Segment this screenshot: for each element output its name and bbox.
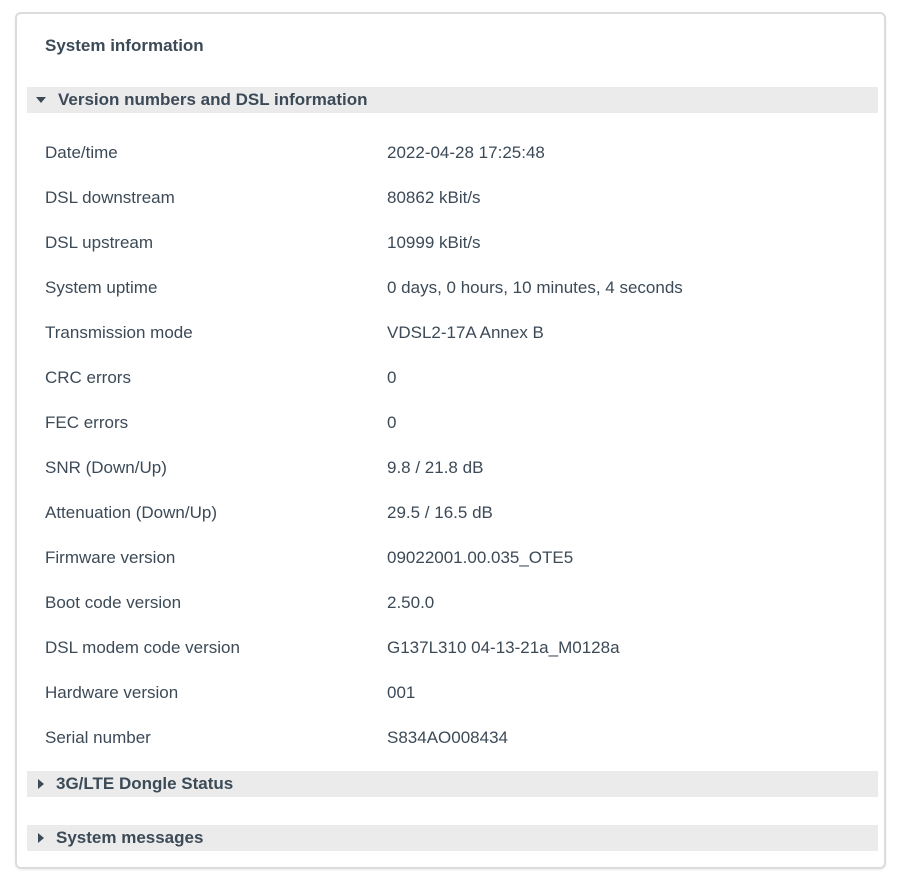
row-key: Attenuation (Down/Up) [45, 502, 217, 522]
section-dongle-status-header[interactable] [27, 771, 878, 797]
info-row-transmission-mode [45, 310, 865, 355]
row-value: S834AO008434 [387, 727, 508, 747]
info-row-serial-number [45, 715, 865, 760]
row-value: 2.50.0 [387, 592, 435, 612]
row-value: 9.8 / 21.8 dB [387, 457, 484, 477]
row-key: Date/time [45, 142, 118, 162]
info-row-hardware-version [45, 670, 865, 715]
info-row-boot-code-version [45, 580, 865, 625]
row-key: DSL upstream [45, 232, 154, 252]
row-key: Firmware version [45, 547, 176, 567]
row-key: DSL modem code version [45, 637, 240, 657]
chevron-right-icon [38, 833, 44, 843]
row-value: 80862 kBit/s [387, 187, 481, 207]
chevron-down-icon [36, 97, 46, 103]
section-version-dsl-header[interactable] [27, 87, 878, 113]
info-row-dsl-upstream [45, 220, 865, 265]
info-row-snr [45, 445, 865, 490]
row-key: DSL downstream [45, 187, 175, 207]
row-value: G137L310 04-13-21a_M0128a [387, 637, 620, 657]
row-key: System uptime [45, 277, 158, 297]
row-value: 001 [387, 682, 416, 702]
row-key: Boot code version [45, 592, 182, 612]
info-row-date-time [45, 130, 865, 175]
row-value: VDSL2-17A Annex B [387, 322, 544, 342]
info-row-attenuation [45, 490, 865, 535]
row-key: SNR (Down/Up) [45, 457, 167, 477]
info-table [45, 130, 865, 760]
row-key: FEC errors [45, 412, 129, 432]
info-row-dsl-modem-code-version [45, 625, 865, 670]
row-key: Hardware version [45, 682, 179, 702]
section-dongle-status-label: 3G/LTE Dongle Status [56, 774, 234, 793]
chevron-right-icon [38, 779, 44, 789]
info-row-firmware-version [45, 535, 865, 580]
row-value: 0 [387, 367, 397, 387]
row-key: Serial number [45, 727, 151, 747]
row-key: Transmission mode [45, 322, 193, 342]
section-system-messages-header[interactable] [27, 825, 878, 851]
info-row-crc-errors [45, 355, 865, 400]
row-value: 0 days, 0 hours, 10 minutes, 4 seconds [387, 277, 683, 297]
info-row-dsl-downstream [45, 175, 865, 220]
section-version-dsl-label: Version numbers and DSL information [58, 90, 368, 109]
row-value: 09022001.00.035_OTE5 [387, 547, 574, 567]
row-value: 29.5 / 16.5 dB [387, 502, 493, 522]
panel-title: System information [45, 36, 204, 55]
info-row-fec-errors [45, 400, 865, 445]
system-information-panel [15, 12, 886, 869]
row-value: 0 [387, 412, 397, 432]
row-value: 2022-04-28 17:25:48 [387, 142, 545, 162]
info-row-system-uptime [45, 265, 865, 310]
section-system-messages-label: System messages [56, 828, 204, 847]
row-key: CRC errors [45, 367, 131, 387]
row-value: 10999 kBit/s [387, 232, 481, 252]
